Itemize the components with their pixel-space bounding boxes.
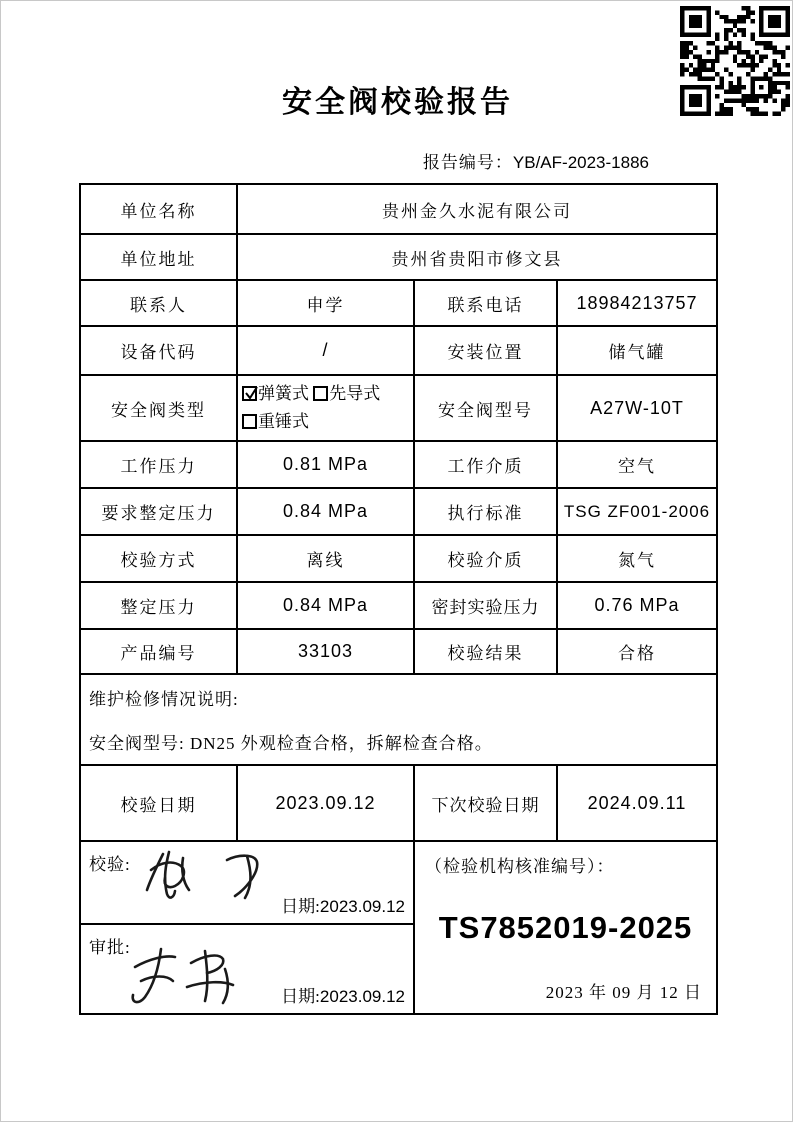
approve-signature-cell [80, 924, 414, 1014]
valve-model-value: A27W-10T [557, 375, 717, 441]
valve-type-option-weight: 重锤式 [242, 412, 309, 431]
row-product-number [80, 629, 717, 674]
install-position-label: 安装位置 [414, 326, 557, 375]
page-title: 安全阀校验报告 [282, 86, 513, 119]
valve-type-options [237, 375, 414, 441]
valve-type-label: 安全阀类型 [80, 375, 237, 441]
row-valve-type [80, 375, 717, 441]
approve-date: 日期:2023.09.12 [281, 987, 405, 1007]
set-pressure-label: 整定压力 [80, 582, 237, 629]
result-label: 校验结果 [414, 629, 557, 674]
row-required-set-pressure [80, 488, 717, 535]
row-working-pressure [80, 441, 717, 488]
calibration-medium-label: 校验介质 [414, 535, 557, 582]
calibration-method-label: 校验方式 [80, 535, 237, 582]
calibration-medium-value: 氮气 [557, 535, 717, 582]
working-pressure-label: 工作压力 [80, 441, 237, 488]
contact-label: 联系人 [80, 280, 237, 326]
row-set-pressure [80, 582, 717, 629]
checkbox-checked-icon [242, 386, 257, 401]
row-unit-address [80, 234, 717, 280]
result-value: 合格 [557, 629, 717, 674]
valve-model-label: 安全阀型号 [414, 375, 557, 441]
unit-name-value: 贵州金久水泥有限公司 [237, 184, 717, 234]
unit-name-label: 单位名称 [80, 184, 237, 234]
phone-label: 联系电话 [414, 280, 557, 326]
calibration-date-value: 2023.09.12 [237, 765, 414, 841]
device-code-value: / [237, 326, 414, 375]
seal-test-pressure-value: 0.76 MPa [557, 582, 717, 629]
report-table [79, 183, 718, 1015]
seal-test-pressure-label: 密封实验压力 [414, 582, 557, 629]
checkbox-unchecked-icon [242, 414, 257, 429]
standard-label: 执行标准 [414, 488, 557, 535]
next-calibration-date-value: 2024.09.11 [557, 765, 717, 841]
org-approval-cell [414, 841, 717, 1014]
product-number-label: 产品编号 [80, 629, 237, 674]
report-number-value: YB/AF-2023-1886 [512, 153, 649, 172]
unit-address-label: 单位地址 [80, 234, 237, 280]
row-contact [80, 280, 717, 326]
working-medium-label: 工作介质 [414, 441, 557, 488]
row-device-code [80, 326, 717, 375]
maintenance-note-title: 维护检修情况说明: [89, 690, 239, 710]
verify-label: 校验: [89, 855, 131, 875]
org-approval-date: 2023 年 09 月 12 日 [545, 983, 702, 1003]
org-approval-code: TS7852019-2025 [438, 910, 693, 946]
verify-date: 日期:2023.09.12 [281, 897, 405, 917]
approve-label: 审批: [89, 938, 131, 958]
device-code-label: 设备代码 [80, 326, 237, 375]
row-unit-name [80, 184, 717, 234]
standard-value: TSG ZF001-2006 [557, 488, 717, 535]
install-position-value: 储气罐 [557, 326, 717, 375]
row-calibration-method [80, 535, 717, 582]
maintenance-note-text: 安全阀型号: DN25 外观检查合格，拆解检查合格。 [89, 734, 493, 754]
org-approval-label: （检验机构核准编号）： [425, 857, 615, 877]
approve-signature [121, 941, 281, 1013]
verify-signature-cell [80, 841, 414, 924]
qr-code-image [679, 6, 791, 116]
row-calibration-dates [80, 765, 717, 841]
working-medium-value: 空气 [557, 441, 717, 488]
row-verify-signature [80, 841, 717, 924]
report-number-label: 报告编号： [422, 153, 513, 172]
report-number [1, 148, 649, 173]
required-set-pressure-value: 0.84 MPa [237, 488, 414, 535]
calibration-date-label: 校验日期 [80, 765, 237, 841]
unit-address-value: 贵州省贵阳市修文县 [237, 234, 717, 280]
valve-type-option-spring: 弹簧式 [242, 384, 309, 403]
working-pressure-value: 0.81 MPa [237, 441, 414, 488]
valve-type-option-pilot: 先导式 [313, 384, 380, 403]
maintenance-note-cell [80, 674, 717, 765]
calibration-method-value: 离线 [237, 535, 414, 582]
phone-value: 18984213757 [557, 280, 717, 326]
product-number-value: 33103 [237, 629, 414, 674]
row-maintenance-note [80, 674, 717, 765]
set-pressure-value: 0.84 MPa [237, 582, 414, 629]
verify-signature [139, 844, 289, 906]
next-calibration-date-label: 下次校验日期 [414, 765, 557, 841]
checkbox-unchecked-icon [313, 386, 328, 401]
contact-value: 申学 [237, 280, 414, 326]
required-set-pressure-label: 要求整定压力 [80, 488, 237, 535]
